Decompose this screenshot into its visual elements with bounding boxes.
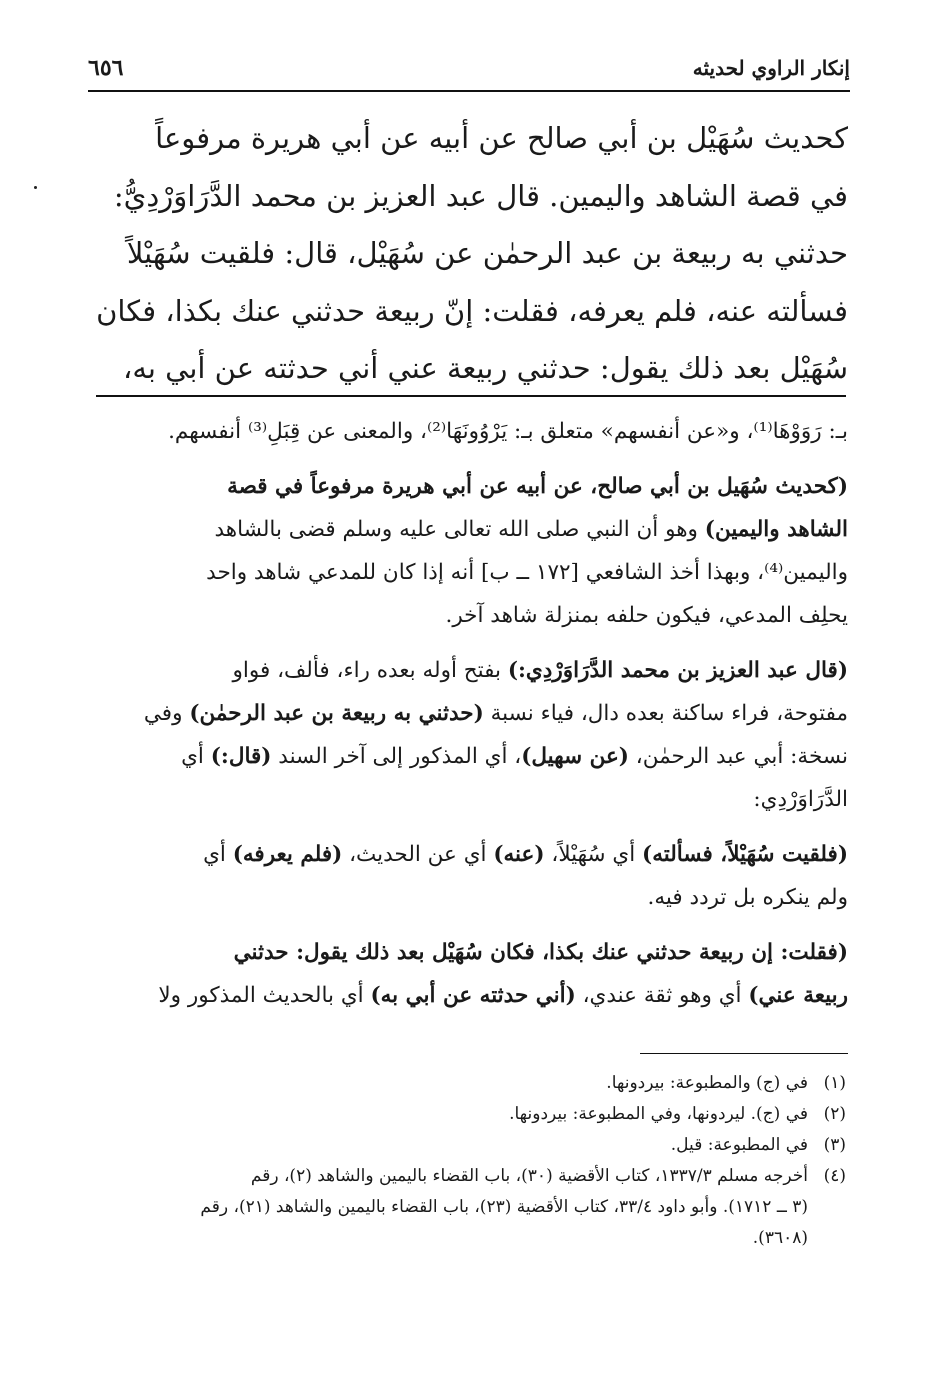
footnote-text: [96, 1099, 808, 1130]
footnote-text: [96, 1130, 808, 1161]
footnote: [96, 1161, 846, 1254]
explanation-text: أي سُهَيْلاً،: [544, 842, 643, 867]
quoted-text: الشاهد واليمين): [704, 517, 848, 542]
commentary-line: [92, 692, 848, 735]
main-text-line: فسألته عنه، فلم يعرفه، فقلت: إنّ ربيعة حدثني عنك بكذا، فكان: [96, 293, 848, 328]
commentary-line: [92, 465, 848, 508]
commentary-line: واليمين⁽⁴⁾، وبهذا أخذ الشافعي [١٧٢ ــ ب] أنه إذا كان للمدعي شاهد واحد: [206, 560, 848, 585]
explanation-text: أي: [203, 842, 233, 867]
commentary-line: [92, 735, 848, 778]
commentary-line: [92, 974, 848, 1017]
commentary-line: [92, 833, 848, 876]
footnote-line: (٣ ــ ١٧١٢). وأبو داود ٣٣/٤، كتاب الأقضية (٢٣)، باب القضاء باليمين والشاهد (٢١)، رقم: [200, 1197, 808, 1217]
commentary-line: [92, 931, 848, 974]
explanation-text: أي: [181, 744, 211, 769]
quoted-text: (كحديث سُهَيل بن أبي صالح، عن أبيه عن أبي هريرة مرفوعاً في قصة: [227, 474, 848, 499]
main-text-line: كحديث سُهَيْل بن أبي صالح عن أبيه عن أبي هريرة مرفوعاً: [155, 121, 848, 155]
footnote-number: (٢): [823, 1104, 846, 1124]
quoted-text: (قال عبد العزيز بن محمد الدَّرَاوَرْدِي:): [507, 658, 848, 683]
footnote: [96, 1068, 846, 1099]
explanation-text: مفتوحة، فراء ساكنة بعده دال، فياء نسبة: [483, 701, 848, 726]
quoted-text: (قال:): [210, 744, 272, 769]
quoted-text: (عن سهيل): [521, 744, 629, 769]
quoted-text: (حدثني به ربيعة بن عبد الرحمٰن): [189, 701, 484, 726]
explanation-text: بفتح أوله بعده راء، فألف، فواو: [232, 658, 508, 683]
footnote-number: (٤): [823, 1166, 846, 1186]
commentary-paragraph: [92, 465, 848, 637]
footnote-line: في (ج). ليردونها، وفي المطبوعة: بيردونها.: [509, 1104, 808, 1124]
quoted-text: (فقلت: إن ربيعة حدثني عنك بكذا، فكان سُهَيْل بعد ذلك يقول: حدثني: [233, 940, 848, 965]
explanation-text: أي وهو ثقة عندي،: [575, 983, 749, 1008]
commentary-line: بـ: رَوَوْهَا⁽¹⁾، و«عن أنفسهم» متعلق بـ: يَرْوُونَهَا⁽²⁾، والمعنى عن قِبَلِ⁽³⁾ أنفسهم.: [168, 419, 848, 444]
commentary-line: [92, 508, 848, 551]
footnotes: [96, 1068, 846, 1254]
quoted-text: (فلقيت سُهَيْلاً، فسألته): [642, 842, 848, 867]
commentary-line: يحلِف المدعي، فيكون حلفه بمنزلة شاهد آخر.: [445, 603, 848, 628]
page-number: ٦٥٦: [88, 55, 124, 81]
commentary-paragraph: [92, 931, 848, 1017]
commentary-paragraph: [92, 833, 848, 919]
explanation-text: نسخة: أبي عبد الرحمٰن،: [628, 744, 848, 769]
explanation-text: وهو أن النبي صلى الله تعالى عليه وسلم قضى بالشاهد: [214, 517, 705, 542]
footnote-text: [96, 1161, 808, 1254]
explanation-text: أي عن الحديث،: [342, 842, 494, 867]
main-text-line: حدثني به ربيعة بن عبد الرحمٰن عن سُهَيْل، قال: فلقيت سُهَيْلاً: [126, 236, 848, 270]
explanation-text: وفي: [143, 701, 190, 726]
commentary: [92, 410, 848, 1029]
explanation-text: أي بالحديث المذكور ولا: [158, 983, 371, 1008]
quoted-text: ربيعة عني): [748, 983, 848, 1008]
footnote: [96, 1099, 846, 1130]
footnote-number: (٣): [823, 1135, 846, 1155]
commentary-line: [92, 649, 848, 692]
separator-rule: [96, 395, 846, 397]
commentary-line: الدَّرَاوَرْدِي:: [753, 787, 848, 812]
footnote-line: في (ج) والمطبوعة: بيردونها.: [606, 1073, 808, 1093]
quoted-text: (عنه): [493, 842, 545, 867]
footnote-text: [96, 1068, 808, 1099]
main-text-line: سُهَيْل بعد ذلك يقول: حدثني ربيعة عني أني حدثته عن أبي به،: [122, 351, 848, 385]
footnote-line: (٣٦٠٨).: [752, 1228, 808, 1248]
running-head-title: إنكار الراوي لحديثه: [692, 56, 850, 80]
quoted-text: (أني حدثته عن أبي به): [370, 983, 576, 1008]
main-text-line: في قصة الشاهد واليمين. قال عبد العزيز بن محمد الدَّرَاوَرْدِيُّ:: [113, 178, 848, 213]
main-text: [92, 110, 848, 398]
commentary-paragraph: [92, 410, 848, 453]
commentary-line: ولم ينكره بل تردد فيه.: [647, 885, 848, 910]
footnote-line: أخرجه مسلم ١٣٣٧/٣، كتاب الأقضية (٣٠)، باب القضاء باليمين والشاهد (٢)، رقم: [250, 1166, 808, 1186]
quoted-text: (فلم يعرفه): [232, 842, 343, 867]
scan-speck: [34, 186, 37, 189]
commentary-paragraph: [92, 649, 848, 821]
running-head: [88, 46, 850, 92]
footnote-separator: [640, 1053, 848, 1054]
footnote-number: (١): [823, 1073, 846, 1093]
explanation-text: ، أي المذكور إلى آخر السند: [271, 744, 522, 769]
footnote: [96, 1130, 846, 1161]
footnote-line: في المطبوعة: قيل.: [670, 1135, 808, 1155]
